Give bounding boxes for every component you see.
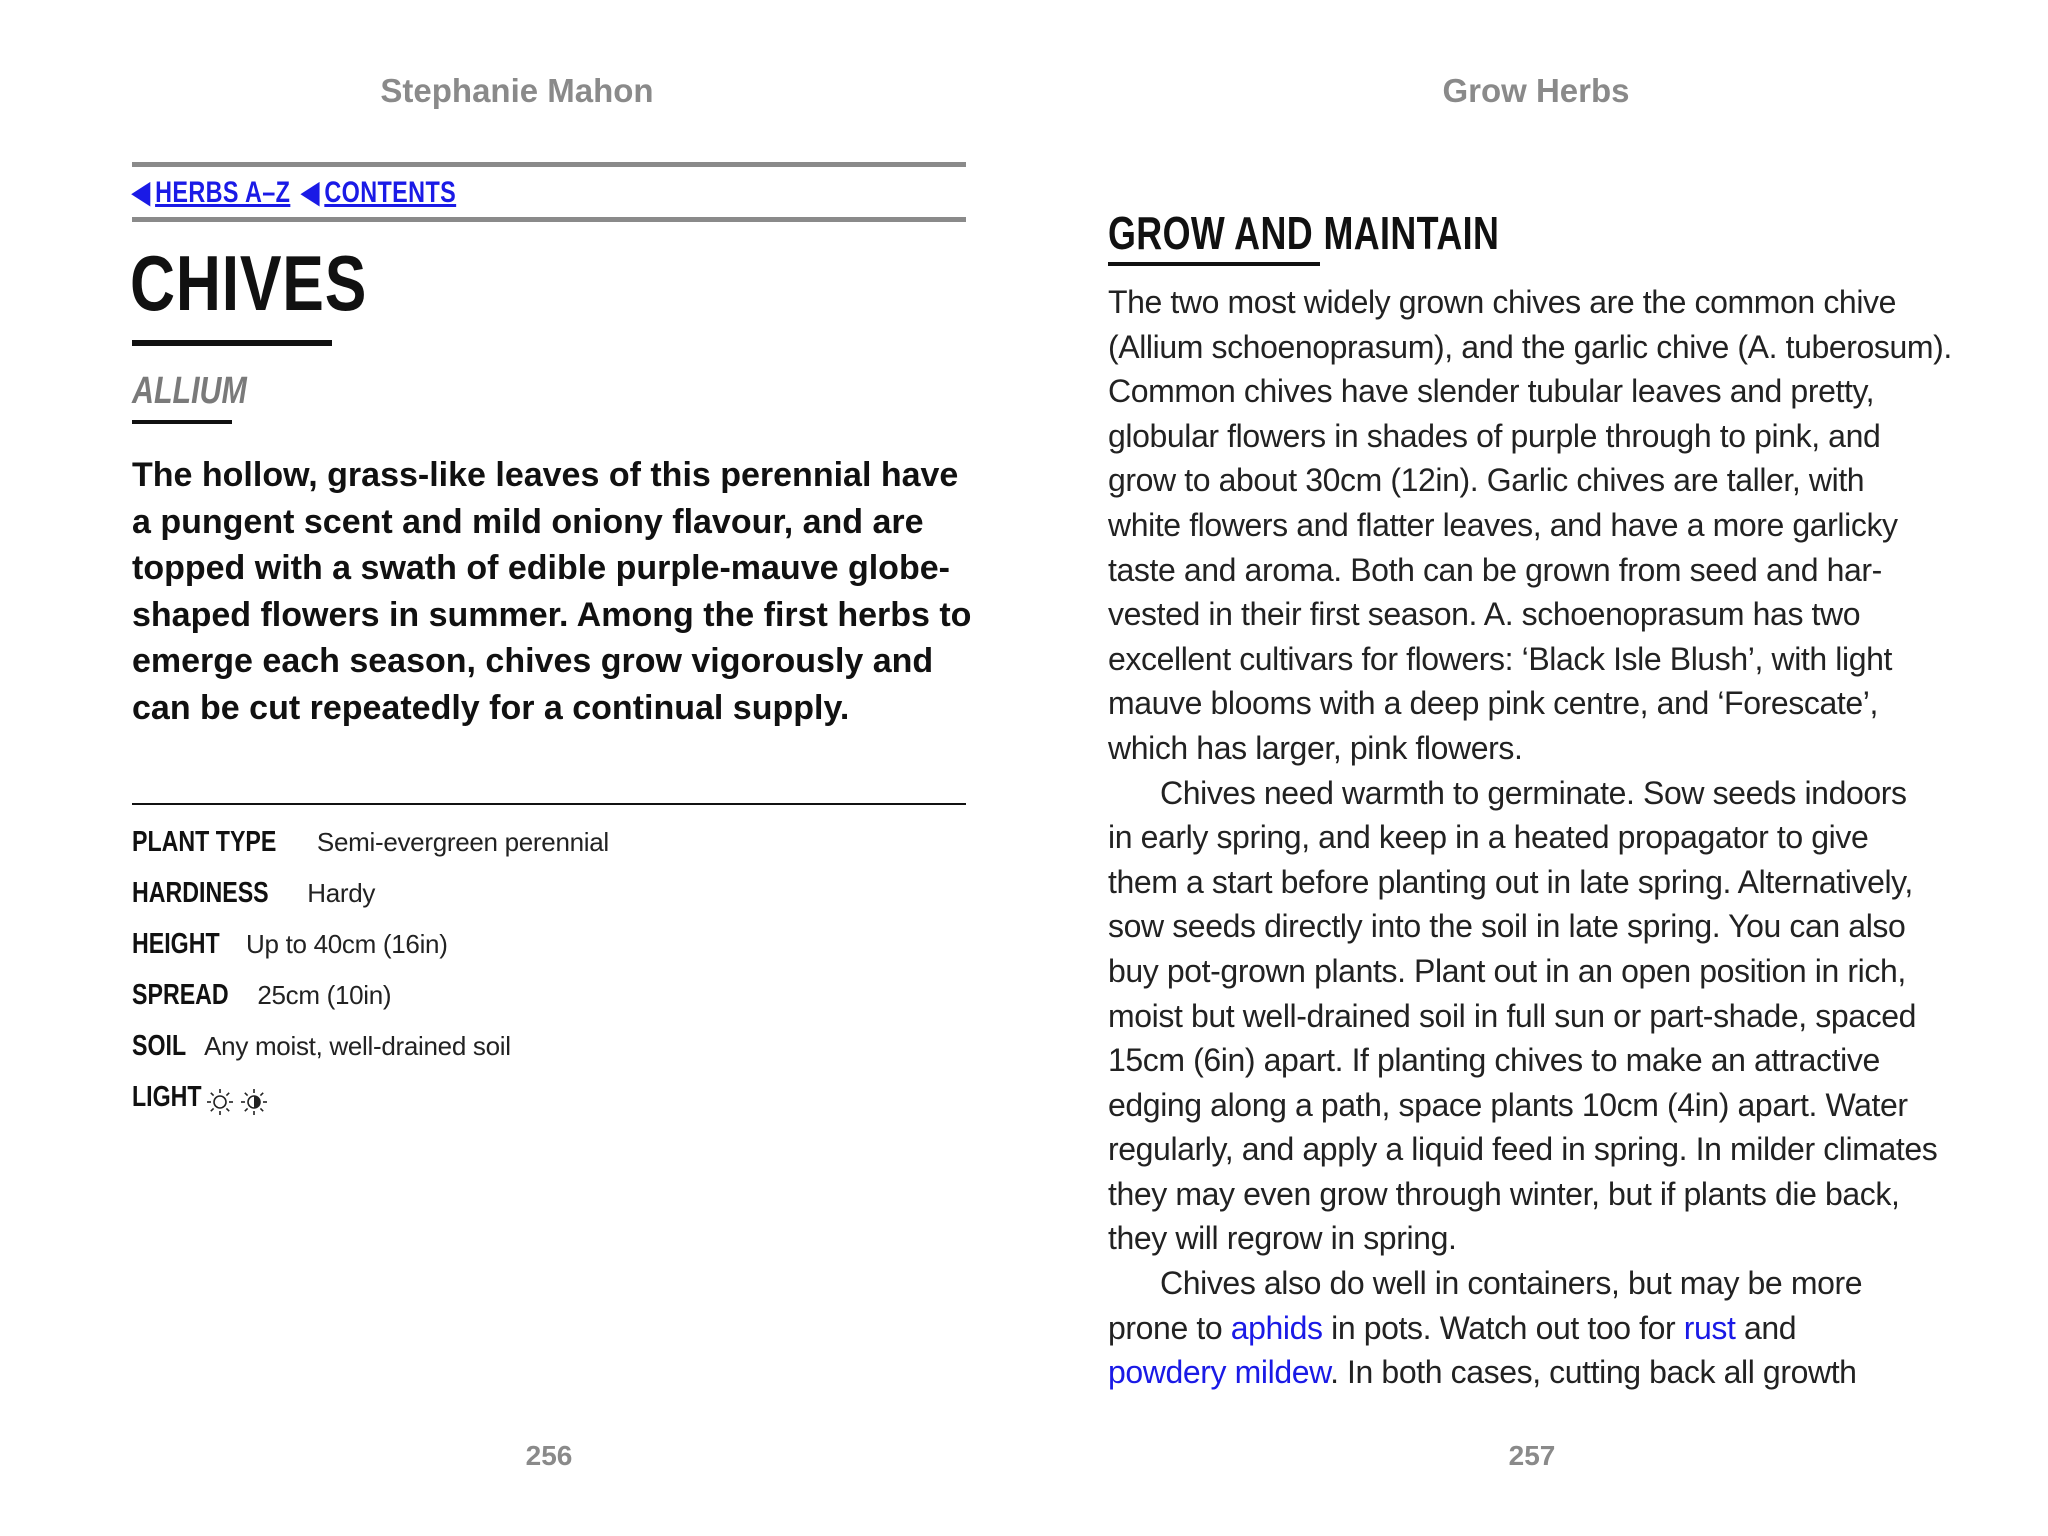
text-line: regularly, and apply a liquid feed in spring. In milder climates <box>1108 1131 1938 1168</box>
navigation-bar <box>132 162 966 222</box>
fact-hardiness <box>132 877 966 928</box>
paragraph-3 <box>1108 1261 1940 1395</box>
rust-link[interactable]: rust <box>1683 1309 1736 1346</box>
text-line: (Allium schoenoprasum), and the garlic chive (A. tuberosum). <box>1108 328 1952 365</box>
text-line: sow seeds directly into the soil in late spring. You can also <box>1108 908 1906 945</box>
text-line: edging along a path, space plants 10cm (4in) apart. Water <box>1108 1086 1908 1123</box>
text-line: they may even grow through winter, but if plants die back, <box>1108 1175 1900 1212</box>
running-head-author: Stephanie Mahon <box>380 72 654 109</box>
title-underline <box>132 340 332 346</box>
text-segment: and <box>1735 1309 1797 1346</box>
text-line: in early spring, and keep in a heated propagator to give <box>1108 819 1869 856</box>
light-icons <box>205 1087 269 1117</box>
text-line: which has larger, pink flowers. <box>1108 729 1523 766</box>
herb-title: CHIVES <box>130 239 368 327</box>
back-arrow-icon: ◀ <box>132 176 151 209</box>
fact-light <box>132 1081 966 1132</box>
fact-label: SPREAD <box>132 979 229 1011</box>
text-line <box>1108 1350 1940 1395</box>
contents-link[interactable]: CONTENTS <box>324 176 457 209</box>
genus-underline <box>132 420 232 424</box>
text-line: 15cm (6in) apart. If planting chives to make an attractive <box>1108 1042 1880 1079</box>
body-text <box>1108 280 1952 1395</box>
text-line: globular flowers in shades of purple through to pink, and <box>1108 417 1881 454</box>
plant-facts <box>132 826 966 1132</box>
text-line: taste and aroma. Both can be grown from seed and har- <box>1108 551 1882 588</box>
text-line: buy pot-grown plants. Plant out in an open position in rich, <box>1108 952 1906 989</box>
paragraph-1 <box>1108 280 1952 771</box>
text-line: Common chives have slender tubular leaves and pretty, <box>1108 373 1875 410</box>
herbs-a-z-link[interactable]: HERBS A–Z <box>155 176 291 209</box>
section-underline <box>1108 262 1320 266</box>
genus-name: ALLIUM <box>132 370 247 412</box>
running-head-title: Grow Herbs <box>1442 72 1630 109</box>
text-line: The two most widely grown chives are the common chive <box>1108 284 1897 320</box>
paragraph-2 <box>1108 771 1940 1262</box>
text-segment: prone to <box>1108 1309 1231 1346</box>
text-line: moist but well-drained soil in full sun or part-shade, spaced <box>1108 997 1917 1034</box>
fact-value: Hardy <box>307 878 376 908</box>
fact-spread <box>132 979 966 1030</box>
fact-label: SOIL <box>132 1030 187 1062</box>
text-line: vested in their first season. A. schoenoprasum has two <box>1108 596 1861 633</box>
divider <box>132 803 966 805</box>
text-line: Chives need warmth to germinate. Sow seeds indoors <box>1160 774 1907 811</box>
page-number-right: 257 <box>1508 1440 1556 1471</box>
powdery-mildew-link[interactable]: powdery mildew <box>1108 1354 1331 1391</box>
fact-label: HEIGHT <box>132 928 220 960</box>
fact-plant-type <box>132 826 966 877</box>
fact-soil <box>132 1030 966 1081</box>
aphids-link[interactable]: aphids <box>1230 1309 1323 1346</box>
back-arrow-icon: ◀ <box>301 176 320 209</box>
fact-label: HARDINESS <box>132 877 269 909</box>
text-segment: . In both cases, cutting back all growth <box>1330 1354 1857 1391</box>
text-line: Chives also do well in containers, but may be more <box>1160 1265 1863 1302</box>
fact-value: 25cm (10in) <box>257 980 392 1010</box>
text-line: grow to about 30cm (12in). Garlic chives are taller, with <box>1108 462 1865 499</box>
section-heading: GROW AND MAINTAIN <box>1108 207 1500 259</box>
text-line: they will regrow in spring. <box>1108 1220 1457 1257</box>
text-line <box>1108 1306 1940 1351</box>
text-line: mauve blooms with a deep pink centre, and ‘Forescate’, <box>1108 685 1878 722</box>
text-line: excellent cultivars for flowers: ‘Black Isle Blush’, with light <box>1108 640 1892 677</box>
fact-value: Any moist, well-drained soil <box>204 1031 511 1061</box>
fact-value: Semi-evergreen perennial <box>316 827 609 857</box>
text-segment: in pots. Watch out too for <box>1322 1309 1684 1346</box>
intro-paragraph: The hollow, grass-like leaves of this perennial have a pungent scent and mild oniony flavour, and are topped with a swath of edible purple-mauve globe-shaped flowers in summer. Among the first herbs to emerge each season, chives grow vigorously and can be cut repeatedly for a continual supply. <box>132 456 972 727</box>
text-line: them a start before planting out in late spring. Alternatively, <box>1108 863 1913 900</box>
fact-value: Up to 40cm (16in) <box>246 929 448 959</box>
full-sun-icon <box>205 1087 235 1117</box>
page-number-left: 256 <box>525 1440 573 1471</box>
nav-links <box>132 175 467 210</box>
fact-height <box>132 928 966 979</box>
part-shade-icon <box>239 1087 269 1117</box>
fact-label: LIGHT <box>132 1081 202 1113</box>
text-line: white flowers and flatter leaves, and have a more garlicky <box>1108 506 1898 543</box>
fact-label: PLANT TYPE <box>132 826 277 858</box>
